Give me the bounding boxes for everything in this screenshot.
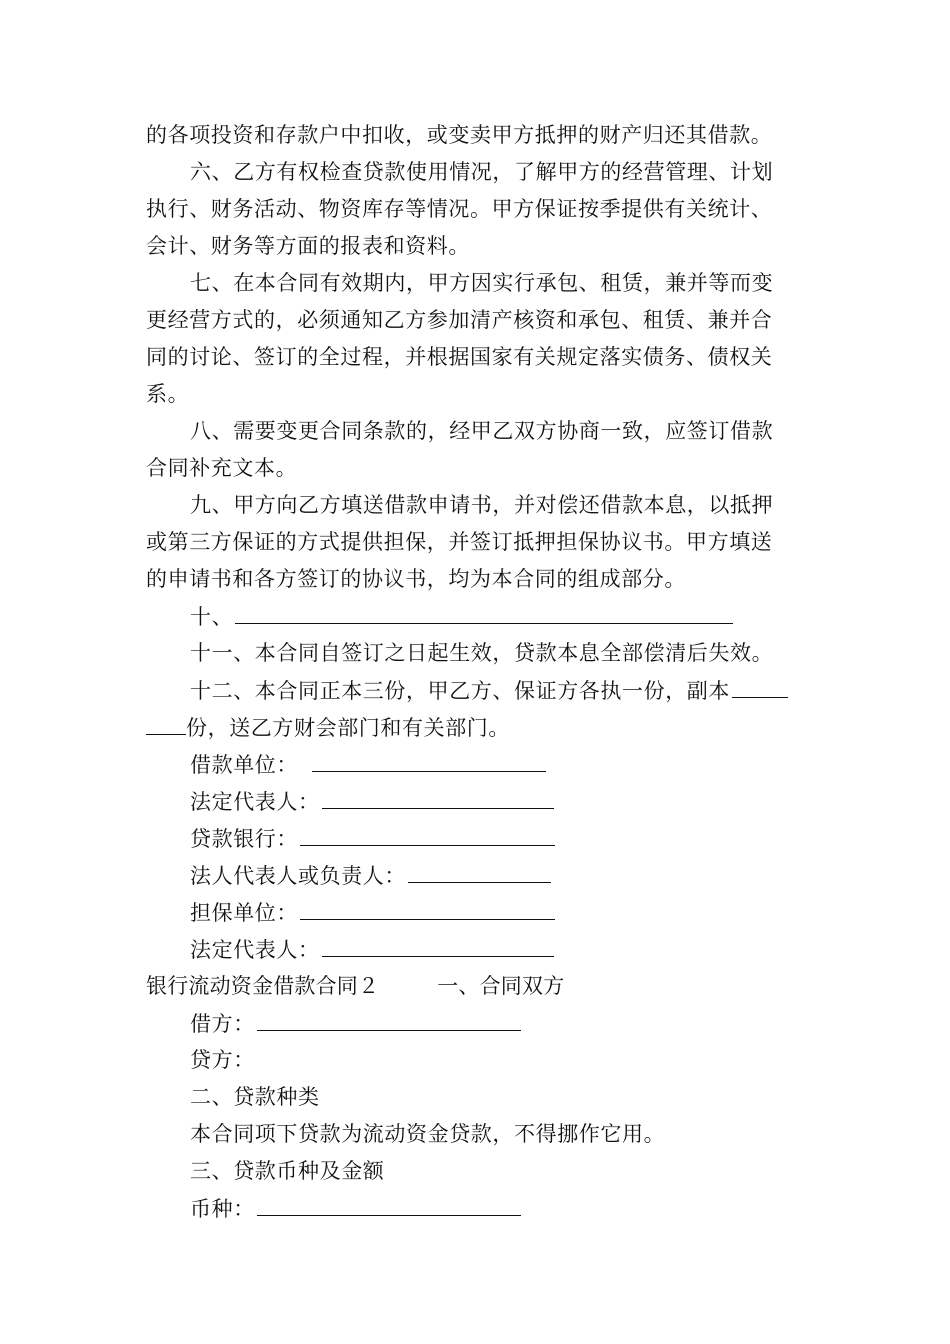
contract-2-title: 银行流动资金借款合同２ [146, 974, 380, 998]
signature-legal-rep [190, 786, 554, 817]
clause-12-line [146, 712, 510, 743]
clause-9-line: 的申请书和各方签订的协议书，均为本合同的组成部分。 [146, 567, 686, 591]
clause-9-line: 或第三方保证的方式提供担保，并签订抵押担保协议书。甲方填送 [146, 530, 773, 554]
section-2-heading: 二、贷款种类 [190, 1085, 320, 1109]
clause-8-line: 八、需要变更合同条款的，经甲乙双方协商一致，应签订借款 [190, 419, 774, 443]
signature-bank-rep [190, 860, 551, 891]
borrower-line [190, 1008, 521, 1039]
clause-12-text: 十二、本合同正本三份，甲乙方、保证方各执一份，副本 [190, 679, 730, 703]
paragraph-line: 的各项投资和存款户中扣收，或变卖甲方抵押的财产归还其借款。 [146, 123, 773, 147]
clause-7-line: 七、在本合同有效期内，甲方因实行承包、租赁，兼并等而变 [190, 271, 774, 295]
clause-7-line: 同的讨论、签订的全过程，并根据国家有关规定落实债务、债权关 [146, 345, 773, 369]
clause-6-line: 会计、财务等方面的报表和资料。 [146, 234, 470, 258]
borrower-label: 借方： [190, 1012, 255, 1036]
contract-2-heading [146, 971, 564, 1001]
lender-line: 贷方： [190, 1048, 255, 1072]
currency-label: 币种： [190, 1197, 255, 1221]
clause-8-line: 合同补充文本。 [146, 456, 298, 480]
clause-12-line [190, 675, 788, 706]
signature-blank[interactable] [300, 897, 555, 920]
signature-label: 借款单位： [190, 753, 298, 777]
signature-blank[interactable] [408, 860, 551, 883]
clause-7-line: 系。 [146, 382, 190, 406]
section-1-heading: 一、合同双方 [437, 974, 565, 998]
signature-blank[interactable] [312, 749, 546, 772]
clause-9-line: 九、甲方向乙方填送借款申请书，并对偿还借款本息，以抵押 [190, 493, 774, 517]
borrower-blank[interactable] [257, 1008, 521, 1031]
clause-6-line: 执行、财务活动、物资库存等情况。甲方保证按季提供有关统计、 [146, 197, 773, 221]
signature-label: 法定代表人： [190, 938, 320, 962]
section-2-text: 本合同项下贷款为流动资金贷款，不得挪作它用。 [190, 1122, 666, 1146]
clause-6-line: 六、乙方有权检查贷款使用情况，了解甲方的经营管理、计划 [190, 160, 774, 184]
currency-line [190, 1193, 521, 1224]
signature-blank[interactable] [322, 786, 554, 809]
clause-10-line [190, 601, 733, 632]
clause-11-line: 十一、本合同自签订之日起生效，贷款本息全部偿清后失效。 [190, 641, 774, 665]
clause-12-text: 份，送乙方财会部门和有关部门。 [186, 716, 510, 740]
clause-10-label: 十、 [190, 605, 234, 629]
signature-label: 法人代表人或负责人： [190, 864, 406, 888]
copies-blank[interactable] [146, 712, 186, 735]
signature-label: 贷款银行： [190, 827, 298, 851]
signature-guarantor-rep [190, 934, 554, 965]
signature-borrowing-unit [190, 749, 546, 780]
copies-blank[interactable] [732, 675, 788, 698]
signature-label: 担保单位： [190, 901, 298, 925]
fill-blank[interactable] [235, 601, 733, 624]
signature-label: 法定代表人： [190, 790, 320, 814]
signature-lending-bank [190, 823, 555, 854]
currency-blank[interactable] [257, 1193, 521, 1216]
section-3-heading: 三、贷款币种及金额 [190, 1159, 385, 1183]
signature-blank[interactable] [322, 934, 554, 957]
signature-blank[interactable] [300, 823, 555, 846]
clause-7-line: 更经营方式的，必须通知乙方参加清产核资和承包、租赁、兼并合 [146, 308, 773, 332]
signature-guarantor [190, 897, 555, 928]
